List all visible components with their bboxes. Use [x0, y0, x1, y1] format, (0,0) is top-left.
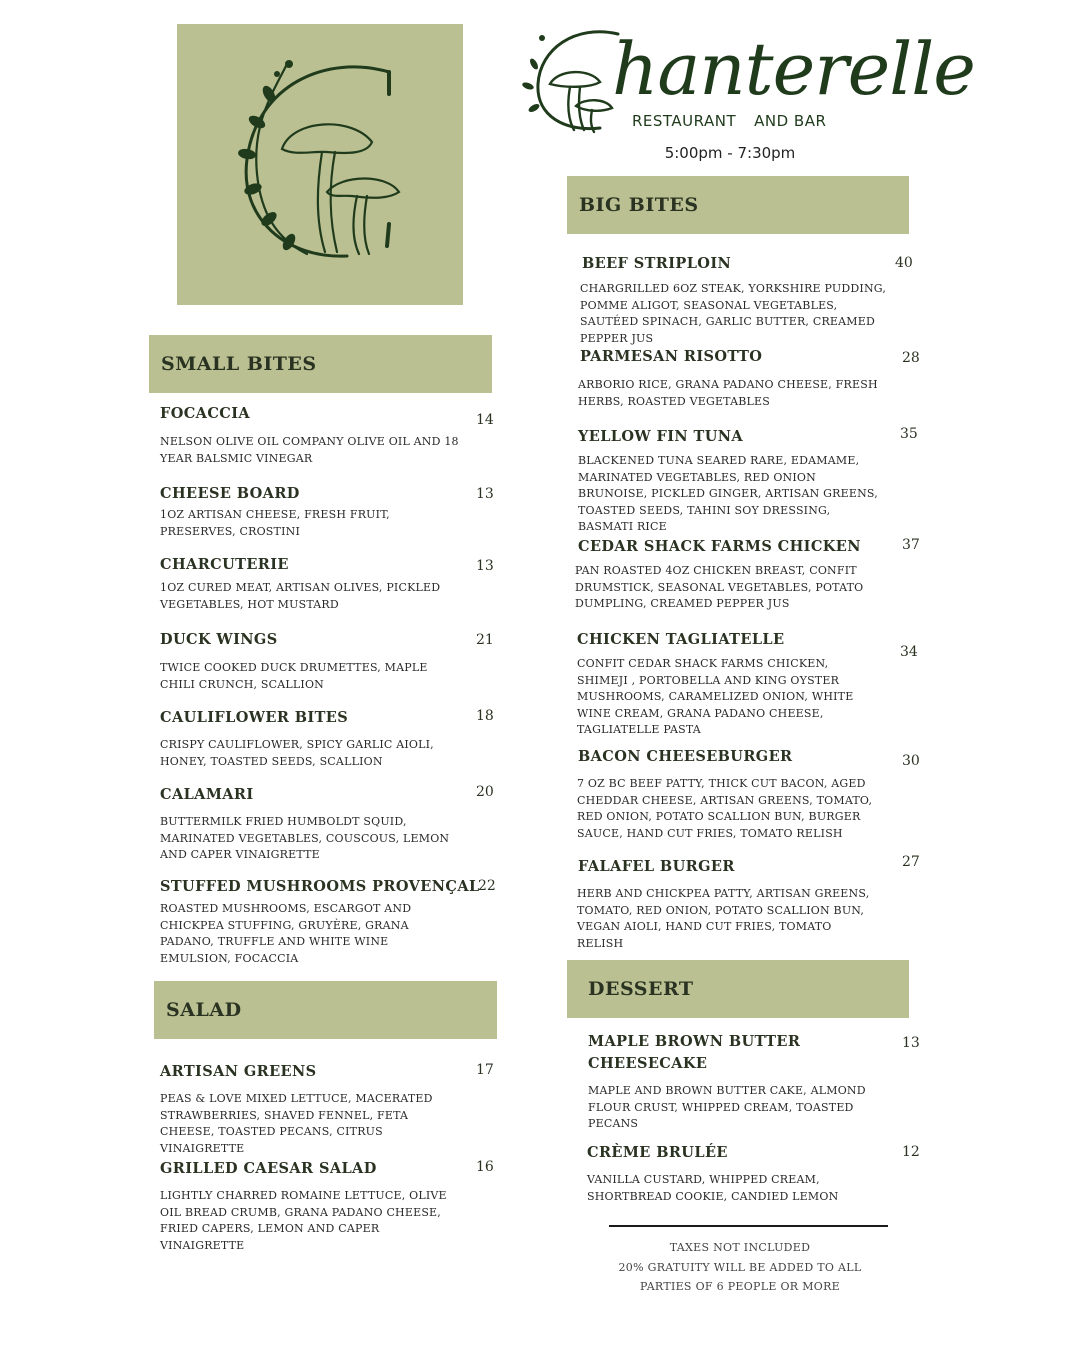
- brand-logo: [520, 24, 975, 139]
- item-price: 27: [902, 854, 920, 870]
- small-bites-banner: SMALL BITES: [149, 335, 492, 393]
- item-name: BEEF STRIPLOIN: [582, 255, 732, 272]
- item-price: 16: [476, 1159, 494, 1175]
- item-name: ARTISAN GREENS: [160, 1063, 317, 1080]
- item-description: BLACKENED TUNA SEARED RARE, EDAMAME, MARINATED VEGETABLES, RED ONION BRUNOISE, PICKLED GINGER, ARTISAN GREENS, TOASTED SEEDS, TAHINI SOY DRESSING, BASMATI RICE: [578, 454, 878, 534]
- item-name: FOCACCIA: [160, 405, 251, 422]
- item-price: 13: [476, 558, 494, 574]
- item-price: 13: [476, 486, 494, 502]
- item-description: LIGHTLY CHARRED ROMAINE LETTUCE, OLIVE OIL BREAD CRUMB, GRANA PADANO CHEESE, FRIED CAPERS, LEMON AND CAPER VINAIGRETTE: [160, 1189, 447, 1252]
- dessert-banner: DESSERT: [567, 960, 909, 1018]
- footer-divider: [609, 1225, 888, 1227]
- item-description: 1OZ ARTISAN CHEESE, FRESH FRUIT, PRESERVES, CROSTINI: [160, 508, 390, 538]
- footer-line: TAXES NOT INCLUDED: [669, 1241, 811, 1254]
- item-name: CHICKEN TAGLIATELLE: [577, 631, 785, 648]
- item-description: CONFIT CEDAR SHACK FARMS CHICKEN, SHIMEJI , PORTOBELLA AND KING OYSTER MUSHROOMS, CARAMELIZED ONION, WHITE WINE CREAM, GRANA PADANO CHEESE, TAGLIATELLE PASTA: [577, 657, 854, 737]
- mushroom-logo-icon: [177, 24, 463, 305]
- item-description: ARBORIO RICE, GRANA PADANO CHEESE, FRESH HERBS, ROASTED VEGETABLES: [578, 378, 878, 408]
- item-description: TWICE COOKED DUCK DRUMETTES, MAPLE CHILI CRUNCH, SCALLION: [160, 661, 428, 691]
- item-price: 35: [900, 426, 918, 442]
- item-name: CRÈME BRULÉE: [587, 1144, 728, 1161]
- big-bites-banner: BIG BITES: [567, 176, 909, 234]
- brand-mushroom-icon: [520, 24, 620, 136]
- item-price: 37: [902, 537, 920, 553]
- item-description: HERB AND CHICKPEA PATTY, ARTISAN GREENS, TOMATO, RED ONION, POTATO SCALLION BUN, VEGAN AIOLI, HAND CUT FRIES, TOMATO RELISH: [577, 887, 870, 950]
- item-description: MAPLE AND BROWN BUTTER CAKE, ALMOND FLOUR CRUST, WHIPPED CREAM, TOASTED PECANS: [588, 1084, 866, 1131]
- item-price: 20: [476, 784, 494, 800]
- item-description: ROASTED MUSHROOMS, ESCARGOT AND CHICKPEA STUFFING, GRUYÈRE, GRANA PADANO, TRUFFLE AND WHITE WINE EMULSION, FOCACCIA: [160, 902, 412, 965]
- item-description: 1OZ CURED MEAT, ARTISAN OLIVES, PICKLED VEGETABLES, HOT MUSTARD: [160, 581, 441, 611]
- item-price: 14: [476, 412, 494, 428]
- item-price: 28: [902, 350, 920, 366]
- item-description: NELSON OLIVE OIL COMPANY OLIVE OIL AND 18 YEAR BALSMIC VINEGAR: [160, 435, 459, 465]
- item-description: 7 OZ BC BEEF PATTY, THICK CUT BACON, AGED CHEDDAR CHEESE, ARTISAN GREENS, TOMATO, RED ONION, POTATO SCALLION BUN, BURGER SAUCE, HAND CUT FRIES, TOMATO RELISH: [577, 777, 873, 840]
- item-name: FALAFEL BURGER: [578, 858, 735, 875]
- item-price: 22: [478, 878, 496, 894]
- opening-hours: 5:00pm - 7:30pm: [664, 144, 796, 162]
- item-name: CHEESE BOARD: [160, 485, 300, 502]
- item-price: 34: [900, 644, 918, 660]
- item-description: PEAS & LOVE MIXED LETTUCE, MACERATED STRAWBERRIES, SHAVED FENNEL, FETA CHEESE, TOASTED PECANS, CITRUS VINAIGRETTE: [160, 1092, 433, 1155]
- item-name: STUFFED MUSHROOMS PROVENÇAL: [160, 878, 480, 895]
- item-description: CRISPY CAULIFLOWER, SPICY GARLIC AIOLI, HONEY, TOASTED SEEDS, SCALLION: [160, 738, 434, 768]
- brand-subtitle: [632, 112, 826, 130]
- item-name: CALAMARI: [160, 786, 254, 803]
- item-price: 18: [476, 708, 494, 724]
- brand-name: hanterelle: [612, 27, 975, 111]
- logo-tile: [177, 24, 463, 305]
- item-name: CAULIFLOWER BITES: [160, 709, 349, 726]
- item-name: MAPLE BROWN BUTTER CHEESECAKE: [588, 1033, 801, 1072]
- item-description: CHARGRILLED 6OZ STEAK, YORKSHIRE PUDDING, POMME ALIGOT, SEASONAL VEGETABLES, SAUTÉED SPINACH, GARLIC BUTTER, CREAMED PEPPER JUS: [580, 282, 887, 345]
- footer-notes: [590, 1238, 890, 1297]
- item-price: 12: [902, 1144, 920, 1160]
- footer-line: PARTIES OF 6 PEOPLE OR MORE: [640, 1280, 840, 1293]
- item-description: VANILLA CUSTARD, WHIPPED CREAM, SHORTBREAD COOKIE, CANDIED LEMON: [587, 1173, 839, 1203]
- brand-sub-right: AND BAR: [754, 112, 827, 130]
- item-name: GRILLED CAESAR SALAD: [160, 1160, 377, 1177]
- item-name: CEDAR SHACK FARMS CHICKEN: [578, 538, 861, 555]
- item-description: BUTTERMILK FRIED HUMBOLDT SQUID, MARINATED VEGETABLES, COUSCOUS, LEMON AND CAPER VINAIGRETTE: [160, 815, 450, 862]
- salad-banner: SALAD: [154, 981, 497, 1039]
- item-name: YELLOW FIN TUNA: [578, 428, 744, 445]
- item-name: DUCK WINGS: [160, 631, 278, 648]
- item-description: PAN ROASTED 4OZ CHICKEN BREAST, CONFIT DRUMSTICK, SEASONAL VEGETABLES, POTATO DUMPLING, CREAMED PEPPER JUS: [575, 564, 864, 611]
- item-name: PARMESAN RISOTTO: [580, 348, 763, 365]
- item-price: 21: [476, 632, 494, 648]
- item-price: 30: [902, 753, 920, 769]
- item-price: 13: [902, 1035, 920, 1051]
- item-price: 40: [895, 255, 913, 271]
- item-price: 17: [476, 1062, 494, 1078]
- footer-line: 20% GRATUITY WILL BE ADDED TO ALL: [618, 1260, 862, 1274]
- brand-sub-left: RESTAURANT: [632, 112, 737, 130]
- item-name: CHARCUTERIE: [160, 556, 289, 573]
- item-name: BACON CHEESEBURGER: [578, 748, 793, 765]
